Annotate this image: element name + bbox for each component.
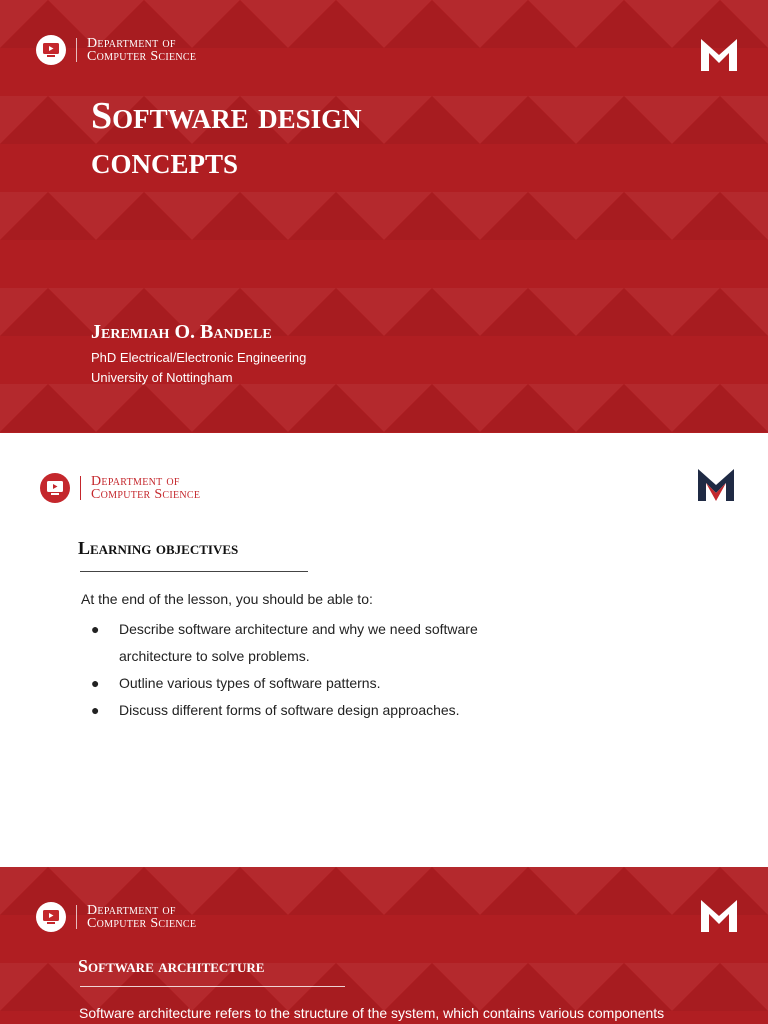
department-name — [87, 904, 196, 930]
section-heading: Software architecture — [78, 956, 265, 976]
architecture-paragraph: Software architecture refers to the structure of the system, which contains various components — [79, 1005, 665, 1021]
department-header — [36, 35, 196, 65]
author-institution: University of Nottingham — [91, 370, 233, 385]
objective-text: Discuss different forms of software design approaches. — [119, 702, 460, 718]
department-logo-icon — [36, 35, 66, 65]
objective-text: Describe software architecture and why we need software architecture to solve problems. — [119, 621, 478, 664]
department-logo-icon — [36, 902, 66, 932]
section-heading: Learning objectives — [78, 538, 239, 558]
department-line-1: Department of — [87, 903, 176, 918]
department-line-2: Computer Science — [87, 49, 197, 64]
list-item — [91, 616, 491, 670]
slide-title: Software design concepts — [91, 95, 362, 182]
bullet-icon: ● — [91, 621, 100, 637]
divider — [76, 38, 77, 62]
department-line-2: Computer Science — [91, 487, 201, 502]
department-header — [36, 902, 196, 932]
divider — [80, 476, 81, 500]
architecture-slide — [0, 867, 768, 1024]
list-item — [91, 670, 491, 697]
department-logo-icon — [40, 473, 70, 503]
department-line-1: Department of — [87, 36, 176, 51]
author-credential: PhD Electrical/Electronic Engineering — [91, 350, 307, 365]
objective-text: Outline various types of software patterns. — [119, 675, 381, 691]
department-name — [87, 37, 196, 63]
objectives-slide — [0, 433, 768, 867]
department-line-2: Computer Science — [87, 916, 197, 931]
list-item — [91, 697, 491, 724]
university-logo-icon — [698, 469, 734, 501]
department-header — [40, 473, 200, 503]
author-name: Jeremiah O. Bandele — [91, 321, 272, 343]
divider — [76, 905, 77, 929]
department-name — [91, 475, 200, 501]
heading-underline — [80, 986, 345, 987]
objectives-list — [91, 616, 491, 724]
university-logo-icon — [701, 39, 737, 71]
bullet-icon: ● — [91, 702, 100, 718]
department-line-1: Department of — [91, 474, 180, 489]
title-slide — [0, 0, 768, 433]
objectives-intro: At the end of the lesson, you should be able to: — [81, 591, 373, 607]
university-logo-icon — [701, 900, 737, 932]
bullet-icon: ● — [91, 675, 100, 691]
heading-underline — [80, 571, 308, 572]
